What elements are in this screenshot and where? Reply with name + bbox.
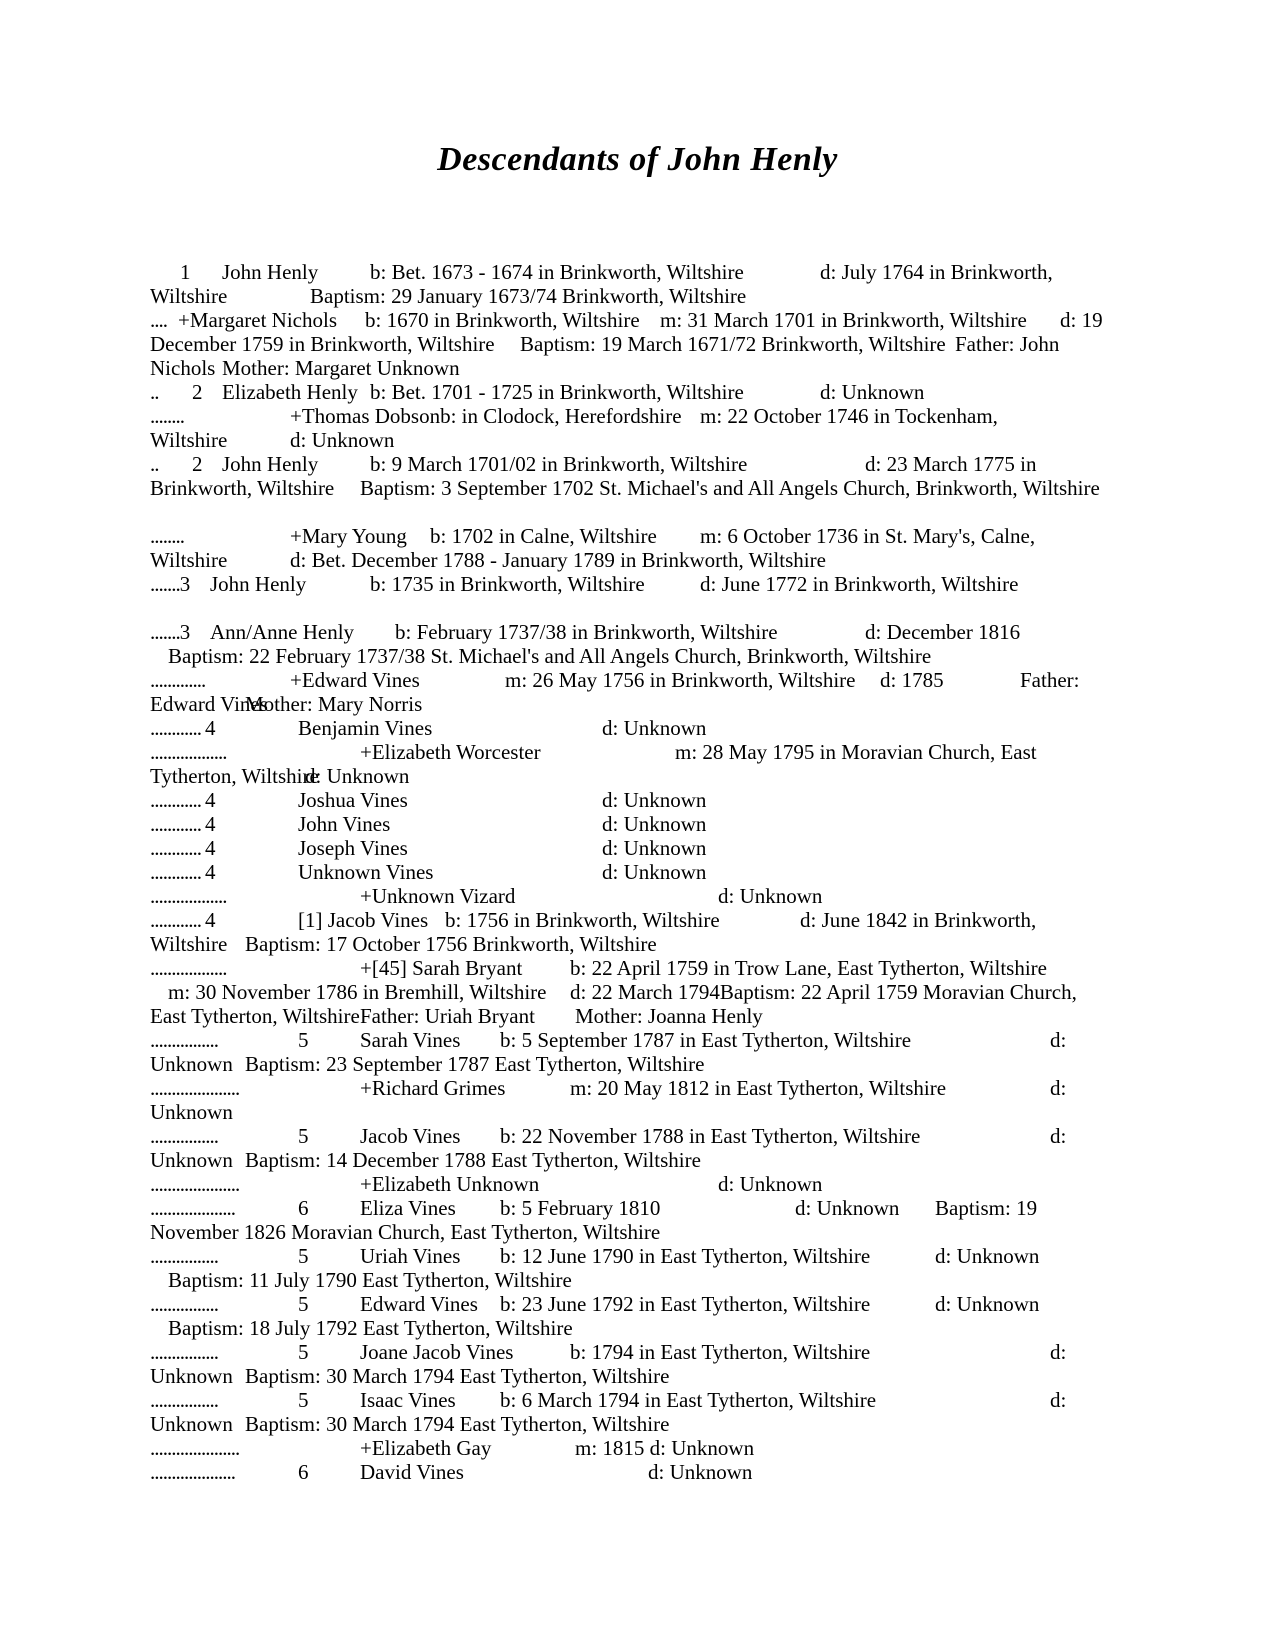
leader-dots: ........ (150, 404, 184, 428)
report-line-segment: b: Bet. 1673 - 1674 in Brinkworth, Wiltshire (370, 260, 744, 284)
report-line-segment: b: February 1737/38 in Brinkworth, Wiltshire (395, 620, 778, 644)
report-line-segment: Eliza Vines (360, 1196, 456, 1220)
report-line-segment: d: 23 March 1775 in (865, 452, 1037, 476)
leader-dots: ........ (150, 524, 184, 548)
leader-dots: .. (150, 452, 159, 476)
report-line (0, 572, 1275, 596)
report-line-segment: d: Unknown (935, 1244, 1040, 1268)
report-line-segment: d: (1050, 1388, 1067, 1412)
report-line-segment: December 1759 in Brinkworth, Wiltshire (150, 332, 495, 356)
report-line-segment: b: 1735 in Brinkworth, Wiltshire (370, 572, 645, 596)
report-line-segment: d: June 1772 in Brinkworth, Wiltshire (700, 572, 1019, 596)
report-line-segment: Baptism: 14 December 1788 East Tytherton, Wiltshire (245, 1148, 701, 1172)
report-line-segment: d: Unknown (305, 764, 410, 788)
report-line (0, 644, 1275, 668)
report-line (0, 332, 1275, 356)
report-line-segment: Baptism: 17 October 1756 Brinkworth, Wiltshire (245, 932, 657, 956)
report-line (0, 548, 1275, 572)
leader-dots: ............ (150, 788, 201, 812)
report-line-segment: 1 (180, 260, 191, 284)
report-line-segment: 4 (205, 812, 216, 836)
report-line-segment: m: 28 May 1795 in Moravian Church, East (675, 740, 1037, 764)
report-line-segment: Baptism: 23 September 1787 East Tytherton, Wiltshire (245, 1052, 705, 1076)
report-line-segment: 4 (205, 908, 216, 932)
report-line-segment: b: 1670 in Brinkworth, Wiltshire (365, 308, 640, 332)
leader-dots: ..................... (150, 1436, 240, 1460)
report-line (0, 308, 1275, 332)
report-line (0, 1148, 1275, 1172)
leader-dots: ............. (150, 668, 206, 692)
report-line-segment: 6 (298, 1460, 309, 1484)
report-line-segment: Benjamin Vines (298, 716, 433, 740)
report-line-segment: b: 5 September 1787 in East Tytherton, Wiltshire (500, 1028, 912, 1052)
report-line (0, 1460, 1275, 1484)
report-line-segment: Edward Vines (360, 1292, 478, 1316)
report-line-segment: m: 26 May 1756 in Brinkworth, Wiltshire (505, 668, 856, 692)
report-line-segment: Father: John (955, 332, 1060, 356)
report-line (0, 1268, 1275, 1292)
report-line (0, 932, 1275, 956)
report-line-segment: d: (1050, 1028, 1067, 1052)
leader-dots: ............ (150, 836, 201, 860)
report-line-segment: 5 (298, 1340, 309, 1364)
report-line (0, 668, 1275, 692)
report-line-segment: East Tytherton, Wiltshire (150, 1004, 360, 1028)
report-line (0, 1028, 1275, 1052)
report-line-segment: Nichols (150, 356, 216, 380)
report-line-segment: d: Unknown (935, 1292, 1040, 1316)
report-line-segment: b: 5 February 1810 (500, 1196, 661, 1220)
leader-dots: ..................... (150, 1172, 240, 1196)
report-line (0, 1388, 1275, 1412)
report-line-segment: Ann/Anne Henly (210, 620, 355, 644)
report-line-segment: John Henly (210, 572, 307, 596)
leader-dots: .................. (150, 884, 227, 908)
report-line-segment: b: 9 March 1701/02 in Brinkworth, Wiltshire (370, 452, 748, 476)
report-line (0, 476, 1275, 500)
report-line-segment: Baptism: 11 July 1790 East Tytherton, Wiltshire (168, 1268, 572, 1292)
report-line-segment: d: Unknown (718, 884, 823, 908)
report-line-segment: Unknown (150, 1100, 233, 1124)
report-line-segment: 2 (192, 452, 203, 476)
report-line-segment: d: 22 March 1794Baptism: 22 April 1759 Moravian Church, (570, 980, 1077, 1004)
report-line-segment: Baptism: 30 March 1794 East Tytherton, Wiltshire (245, 1412, 670, 1436)
report-line (0, 860, 1275, 884)
report-line-segment: John Vines (298, 812, 391, 836)
report-line-segment: d: Unknown (290, 428, 395, 452)
report-line-segment: Joane Jacob Vines (360, 1340, 514, 1364)
report-line (0, 1316, 1275, 1340)
report-line-segment: [1] Jacob Vines (298, 908, 429, 932)
report-line (0, 1340, 1275, 1364)
report-line-segment: +Edward Vines (290, 668, 420, 692)
report-line (0, 1076, 1275, 1100)
report-line-segment: +Mary Young (290, 524, 407, 548)
report-line-segment: +[45] Sarah Bryant (360, 956, 523, 980)
report-line (0, 692, 1275, 716)
report-line-segment: Wiltshire (150, 932, 228, 956)
report-line-segment: David Vines (360, 1460, 464, 1484)
report-line-segment: d: July 1764 in Brinkworth, (820, 260, 1053, 284)
report-line-segment: Unknown Vines (298, 860, 434, 884)
report-line-segment: b: 23 June 1792 in East Tytherton, Wiltshire (500, 1292, 871, 1316)
leader-dots: .... (150, 308, 167, 332)
report-line-segment: d: Unknown (795, 1196, 900, 1220)
report-line-segment: Brinkworth, Wiltshire (150, 476, 335, 500)
report-line-segment: d: Unknown (602, 860, 707, 884)
report-line-segment: m: 1815 d: Unknown (575, 1436, 755, 1460)
report-line (0, 356, 1275, 380)
report-line (0, 284, 1275, 308)
report-line-segment: Joshua Vines (298, 788, 408, 812)
report-line-segment: d: Bet. December 1788 - January 1789 in Brinkworth, Wiltshire (290, 548, 826, 572)
report-line (0, 1220, 1275, 1244)
report-line (0, 500, 1275, 524)
report-line-segment: m: 30 November 1786 in Bremhill, Wiltshire (168, 980, 547, 1004)
report-line-segment: Tytherton, Wiltshire (150, 764, 319, 788)
report-line-segment: b: 6 March 1794 in East Tytherton, Wiltshire (500, 1388, 877, 1412)
report-line-segment: b: 22 November 1788 in East Tytherton, Wiltshire (500, 1124, 921, 1148)
report-line-segment: d: (1050, 1124, 1067, 1148)
report-line-segment: 5 (298, 1388, 309, 1412)
report-line-segment: d: Unknown (820, 380, 925, 404)
report-line-segment: +Margaret Nichols (178, 308, 337, 332)
report-line-segment: +Elizabeth Gay (360, 1436, 492, 1460)
report-line-segment: Mother: Mary Norris (245, 692, 423, 716)
report-line-segment: Isaac Vines (360, 1388, 456, 1412)
report-line-segment: b: 1794 in East Tytherton, Wiltshire (570, 1340, 871, 1364)
report-line-segment: Unknown (150, 1148, 233, 1172)
report-line-segment: d: Unknown (718, 1172, 823, 1196)
report-line-segment: +Elizabeth Worcester (360, 740, 541, 764)
report-line-segment: 5 (298, 1292, 309, 1316)
report-line (0, 716, 1275, 740)
report-line-segment: 5 (298, 1028, 309, 1052)
report-line-segment: +Richard Grimes (360, 1076, 506, 1100)
report-line (0, 1124, 1275, 1148)
report-line-segment: d: Unknown (602, 716, 707, 740)
report-line-segment: John Henly (222, 452, 319, 476)
report-line (0, 524, 1275, 548)
leader-dots: .................. (150, 740, 227, 764)
report-line (0, 452, 1275, 476)
report-line-segment: d: December 1816 (865, 620, 1021, 644)
report-line-segment: m: 6 October 1736 in St. Mary's, Calne, (700, 524, 1036, 548)
report-line (0, 596, 1275, 620)
report-line-segment: m: 20 May 1812 in East Tytherton, Wiltshire (570, 1076, 947, 1100)
report-line (0, 1172, 1275, 1196)
report-line-segment: Baptism: 29 January 1673/74 Brinkworth, Wiltshire (310, 284, 747, 308)
leader-dots: ................ (150, 1244, 218, 1268)
report-line-segment: Unknown (150, 1412, 233, 1436)
report-line-segment: d: June 1842 in Brinkworth, (800, 908, 1037, 932)
report-line-segment: Unknown (150, 1052, 233, 1076)
report-line-segment: Edward Vines (150, 692, 268, 716)
report-line-segment: Mother: Joanna Henly (575, 1004, 763, 1028)
report-line-segment: b: 22 April 1759 in Trow Lane, East Tytherton, Wiltshire (570, 956, 1047, 980)
leader-dots: ............ (150, 908, 201, 932)
report-line (0, 812, 1275, 836)
report-line-segment: November 1826 Moravian Church, East Tytherton, Wiltshire (150, 1220, 661, 1244)
report-line-segment: 2 (192, 380, 203, 404)
leader-dots: .................... (150, 1196, 235, 1220)
report-line-segment: Elizabeth Henly (222, 380, 358, 404)
leader-dots: .. (150, 380, 159, 404)
report-line-segment: b: 12 June 1790 in East Tytherton, Wiltshire (500, 1244, 871, 1268)
report-line-segment: Baptism: 19 March 1671/72 Brinkworth, Wiltshire (520, 332, 946, 356)
report-line (0, 260, 1275, 284)
leader-dots: .................... (150, 1460, 235, 1484)
report-line (0, 1100, 1275, 1124)
report-line-segment: Wiltshire (150, 428, 228, 452)
report-line-segment: Joseph Vines (298, 836, 408, 860)
report-line-segment: m: 22 October 1746 in Tockenham, (700, 404, 998, 428)
report-line (0, 908, 1275, 932)
report-line (0, 404, 1275, 428)
report-line-segment: 6 (298, 1196, 309, 1220)
report-line-segment: Baptism: 18 July 1792 East Tytherton, Wiltshire (168, 1316, 573, 1340)
report-line-segment: d: Unknown (602, 836, 707, 860)
report-line-segment: Baptism: 3 September 1702 St. Michael's and All Angels Church, Brinkworth, Wiltshire (360, 476, 1100, 500)
report-line-segment: 4 (205, 860, 216, 884)
report-line-segment: 4 (205, 836, 216, 860)
report-line-segment: Father: Uriah Bryant (360, 1004, 535, 1028)
report-line (0, 1004, 1275, 1028)
report-line (0, 1052, 1275, 1076)
report-line-segment: b: Bet. 1701 - 1725 in Brinkworth, Wiltshire (370, 380, 744, 404)
report-line (0, 1292, 1275, 1316)
report-line-segment: .......3 (150, 572, 190, 596)
report-line-segment: d: (1050, 1076, 1067, 1100)
report-line-segment: d: 19 (1060, 308, 1103, 332)
report-line (0, 1436, 1275, 1460)
report-line-segment: +Unknown Vizard (360, 884, 516, 908)
report-line-segment: Baptism: 30 March 1794 East Tytherton, Wiltshire (245, 1364, 670, 1388)
leader-dots: ............ (150, 860, 201, 884)
report-line-segment: Jacob Vines (360, 1124, 461, 1148)
report-line (0, 428, 1275, 452)
leader-dots: ............ (150, 716, 201, 740)
leader-dots: ..................... (150, 1076, 240, 1100)
report-line-segment: d: Unknown (602, 788, 707, 812)
report-line (0, 764, 1275, 788)
leader-dots: .................. (150, 956, 227, 980)
report-line-segment: John Henly (222, 260, 319, 284)
report-line-segment: Baptism: 22 February 1737/38 St. Michael's and All Angels Church, Brinkworth, Wiltshire (168, 644, 932, 668)
report-line-segment: Sarah Vines (360, 1028, 461, 1052)
leader-dots: ............ (150, 812, 201, 836)
report-line (0, 740, 1275, 764)
report-line-segment: Uriah Vines (360, 1244, 461, 1268)
report-line-segment: b: 1702 in Calne, Wiltshire (430, 524, 657, 548)
report-line (0, 788, 1275, 812)
report-line-segment: Baptism: 19 (935, 1196, 1038, 1220)
report-line (0, 620, 1275, 644)
report-line (0, 1364, 1275, 1388)
report-line-segment: +Elizabeth Unknown (360, 1172, 540, 1196)
report-line (0, 836, 1275, 860)
report-line-segment: b: 1756 in Brinkworth, Wiltshire (445, 908, 720, 932)
report-line-segment: +Thomas Dobsonb: in Clodock, Herefordshire (290, 404, 682, 428)
report-line (0, 1412, 1275, 1436)
report-line (0, 1244, 1275, 1268)
report-line (0, 956, 1275, 980)
report-line-segment: d: Unknown (648, 1460, 753, 1484)
report-line-segment: 5 (298, 1124, 309, 1148)
report-line-segment: d: 1785 (880, 668, 944, 692)
report-line-segment: d: Unknown (602, 812, 707, 836)
report-line-segment: 4 (205, 788, 216, 812)
report-line-segment: Unknown (150, 1364, 233, 1388)
leader-dots: ................ (150, 1292, 218, 1316)
report-line-segment: Wiltshire (150, 284, 228, 308)
report-line-segment: Mother: Margaret Unknown (222, 356, 460, 380)
report-line (0, 884, 1275, 908)
report-line-segment: .......3 (150, 620, 190, 644)
report-line-segment: 4 (205, 716, 216, 740)
leader-dots: ................ (150, 1124, 218, 1148)
report-line-segment: m: 31 March 1701 in Brinkworth, Wiltshire (660, 308, 1027, 332)
report-line-segment: Father: (1020, 668, 1080, 692)
page-title: Descendants of John Henly (437, 141, 838, 178)
report-line (0, 980, 1275, 1004)
report-line-segment: d: (1050, 1340, 1067, 1364)
report-line-segment: 5 (298, 1244, 309, 1268)
report-line (0, 380, 1275, 404)
report-line-segment: Wiltshire (150, 548, 228, 572)
leader-dots: ................ (150, 1388, 218, 1412)
leader-dots: ................ (150, 1340, 218, 1364)
report-line (0, 1196, 1275, 1220)
leader-dots: ................ (150, 1028, 218, 1052)
